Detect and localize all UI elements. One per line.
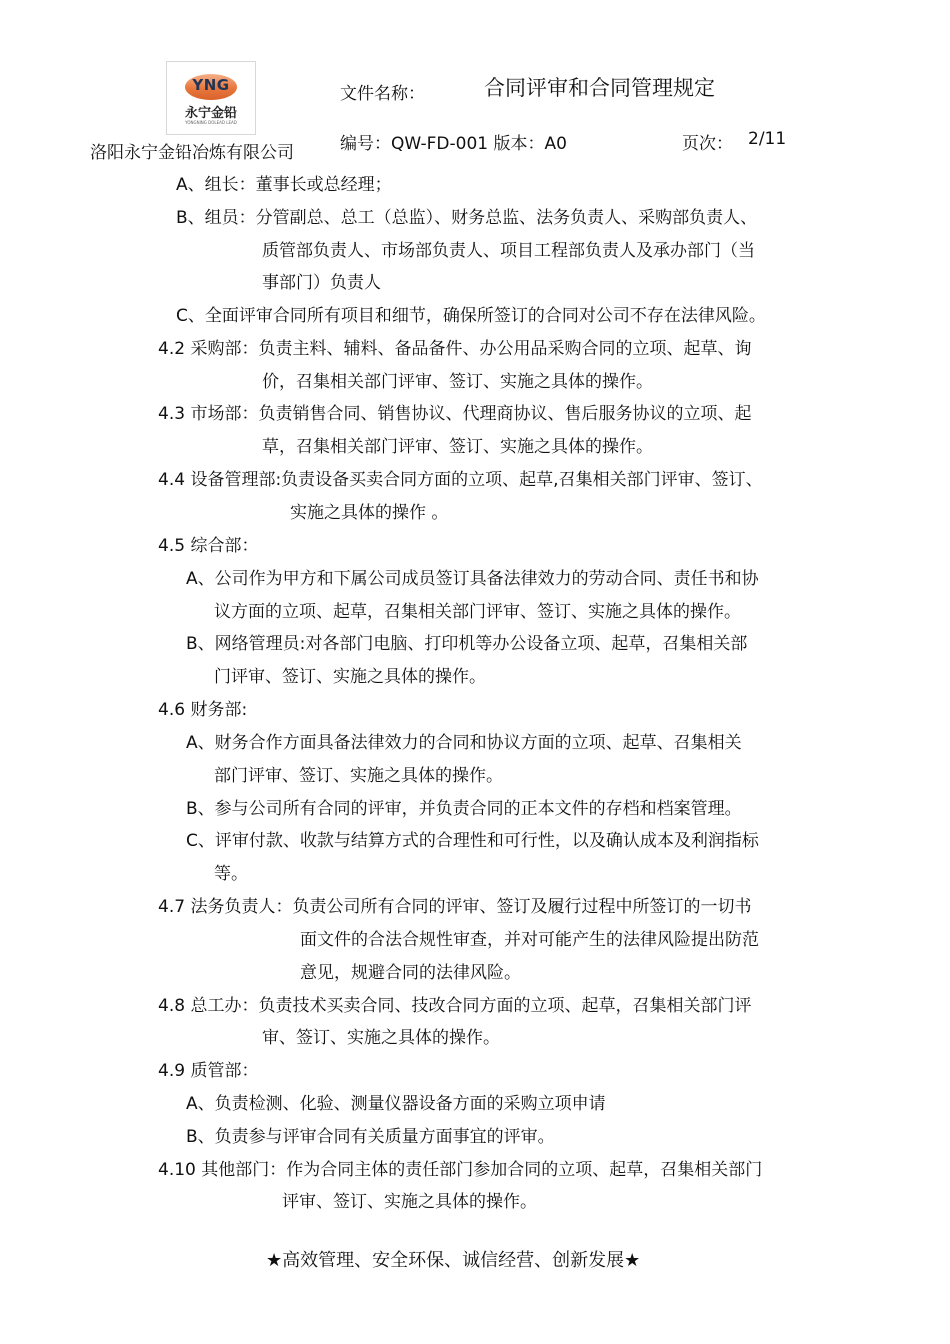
text-line: 草，召集相关部门评审、签订、实施之具体的操作。 (262, 437, 653, 457)
text-line: 4.2 采购部：负责主料、辅料、备品备件、办公用品采购合同的立项、起草、询 (158, 339, 752, 359)
text-line: A、组长：董事长或总经理； (176, 175, 392, 195)
text-line: 4.5 综合部： (158, 536, 259, 556)
text-line: C、全面评审合同所有项目和细节，确保所签订的合同对公司不存在法律风险。 (176, 306, 766, 326)
text-line: 4.3 市场部：负责销售合同、销售协议、代理商协议、售后服务协议的立项、起 (158, 404, 752, 424)
text-line: 等。 (214, 864, 248, 884)
text-line: A、公司作为甲方和下属公司成员签订具备法律效力的劳动合同、责任书和协 (186, 569, 759, 589)
text-line: B、网络管理员:对各部门电脑、打印机等办公设备立项、起草，召集相关部 (186, 634, 748, 654)
text-line: 事部门）负责人 (262, 273, 381, 293)
text-line: 门评审、签订、实施之具体的操作。 (214, 667, 486, 687)
text-line: 实施之具体的操作 。 (290, 503, 449, 523)
text-line: B、组员：分管副总、总工（总监）、财务总监、法务负责人、采购部负责人、 (176, 208, 758, 228)
text-line: B、负责参与评审合同有关质量方面事宜的评审。 (186, 1127, 555, 1147)
company-logo (166, 61, 256, 135)
text-line: A、财务合作方面具备法律效力的合同和协议方面的立项、起草、召集相关 (186, 733, 742, 753)
document-number-version: 编号：QW-FD-001 版本：A0 (340, 134, 567, 154)
company-name: 洛阳永宁金铅冶炼有限公司 (90, 143, 294, 163)
file-name-label: 文件名称： (340, 84, 425, 104)
text-line: 评审、签订、实施之具体的操作。 (282, 1192, 537, 1212)
text-line: B、参与公司所有合同的评审，并负责合同的正本文件的存档和档案管理。 (186, 799, 742, 819)
text-line: 议方面的立项、起草，召集相关部门评审、签订、实施之具体的操作。 (214, 602, 741, 622)
text-line: 意见，规避合同的法律风险。 (300, 963, 521, 983)
text-line: 4.6 财务部: (158, 700, 248, 720)
logo-abbreviation: YNG (192, 76, 230, 94)
page-number: 2/11 (748, 129, 787, 149)
text-line: 价，召集相关部门评审、签订、实施之具体的操作。 (262, 372, 653, 392)
text-line: C、评审付款、收款与结算方式的合理性和可行性，以及确认成本及利润指标 (186, 831, 759, 851)
logo-english-name: YONGNING DOLEAD LEAD (185, 120, 237, 125)
logo-chinese-name: 永宁金铅 (184, 106, 237, 121)
text-line: 4.8 总工办：负责技术买卖合同、技改合同方面的立项、起草，召集相关部门评 (158, 996, 752, 1016)
text-line: 质管部负责人、市场部负责人、项目工程部负责人及承办部门（当 (262, 241, 755, 261)
text-line: A、负责检测、化验、测量仪器设备方面的采购立项申请 (186, 1094, 606, 1114)
footer-slogan: ★高效管理、安全环保、诚信经营、创新发展★ (266, 1250, 641, 1271)
text-line: 4.4 设备管理部:负责设备买卖合同方面的立项、起草,召集相关部门评审、签订、 (158, 470, 763, 490)
document-title: 合同评审和合同管理规定 (484, 76, 715, 100)
text-line: 4.9 质管部： (158, 1061, 259, 1081)
text-line: 部门评审、签订、实施之具体的操作。 (214, 766, 503, 786)
page-label: 页次： (682, 134, 733, 154)
text-line: 面文件的合法合规性审查，并对可能产生的法律风险提出防范 (300, 930, 759, 950)
text-line: 4.7 法务负责人：负责公司所有合同的评审、签订及履行过程中所签订的一切书 (158, 897, 752, 917)
text-line: 4.10 其他部门：作为合同主体的责任部门参加合同的立项、起草，召集相关部门 (158, 1160, 763, 1180)
text-line: 审、签订、实施之具体的操作。 (262, 1028, 500, 1048)
